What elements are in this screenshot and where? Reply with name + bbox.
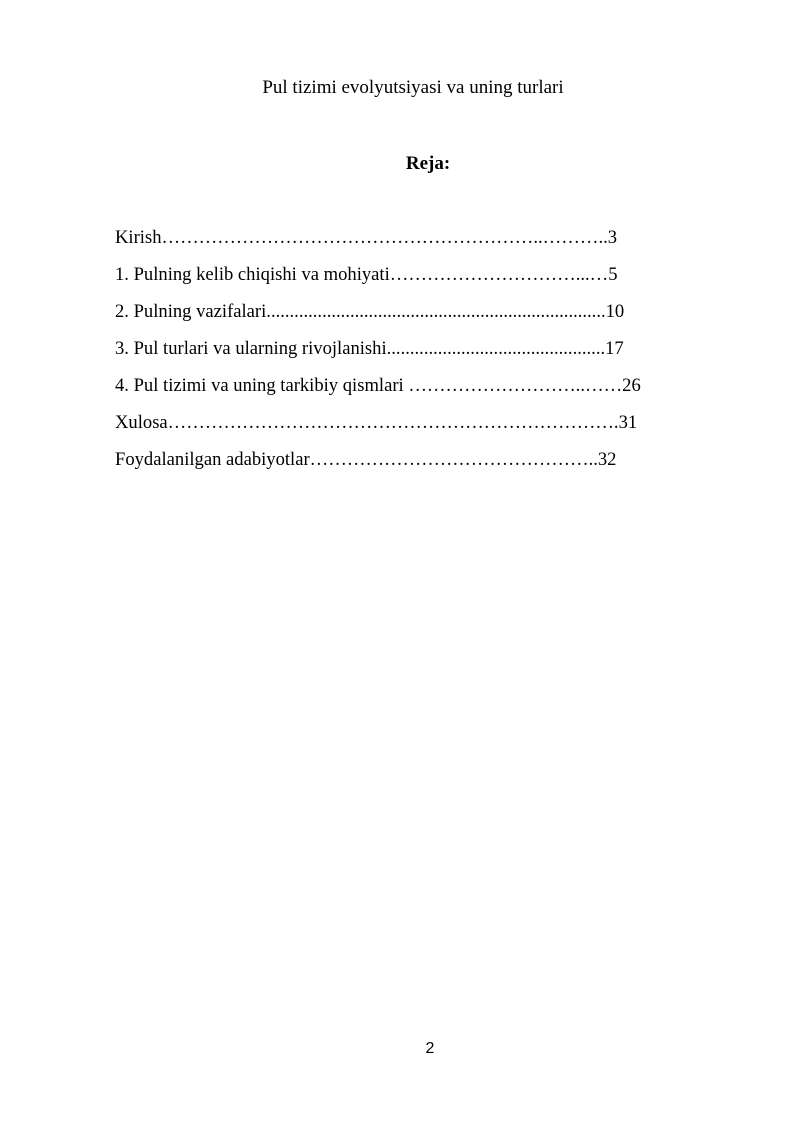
toc-entry-references: Foydalanilgan adabiyotlar………………………………………..32 <box>115 449 617 470</box>
toc-entry-section-3: 3. Pul turlari va ularning rivojlanishi...............................................17 <box>115 338 624 359</box>
toc-entry-section-4: 4. Pul tizimi va uning tarkibiy qismlari ………………………..……26 <box>115 375 641 396</box>
document-title: Pul tizimi evolyutsiyasi va uning turlari <box>262 77 564 98</box>
toc-entry-section-1: 1. Pulning kelib chiqishi va mohiyati…………………………...…5 <box>115 264 618 285</box>
toc-entry-section-2: 2. Pulning vazifalari.........................................................................10 <box>115 301 625 322</box>
table-of-contents <box>115 224 715 483</box>
toc-entry-conclusion: Xulosa……………………………………………………………….31 <box>115 412 638 433</box>
toc-entry-introduction: Kirish……………………………………………………..………..3 <box>115 227 618 248</box>
toc-heading: Reja: <box>405 153 451 174</box>
page-number: 2 <box>425 1040 435 1057</box>
